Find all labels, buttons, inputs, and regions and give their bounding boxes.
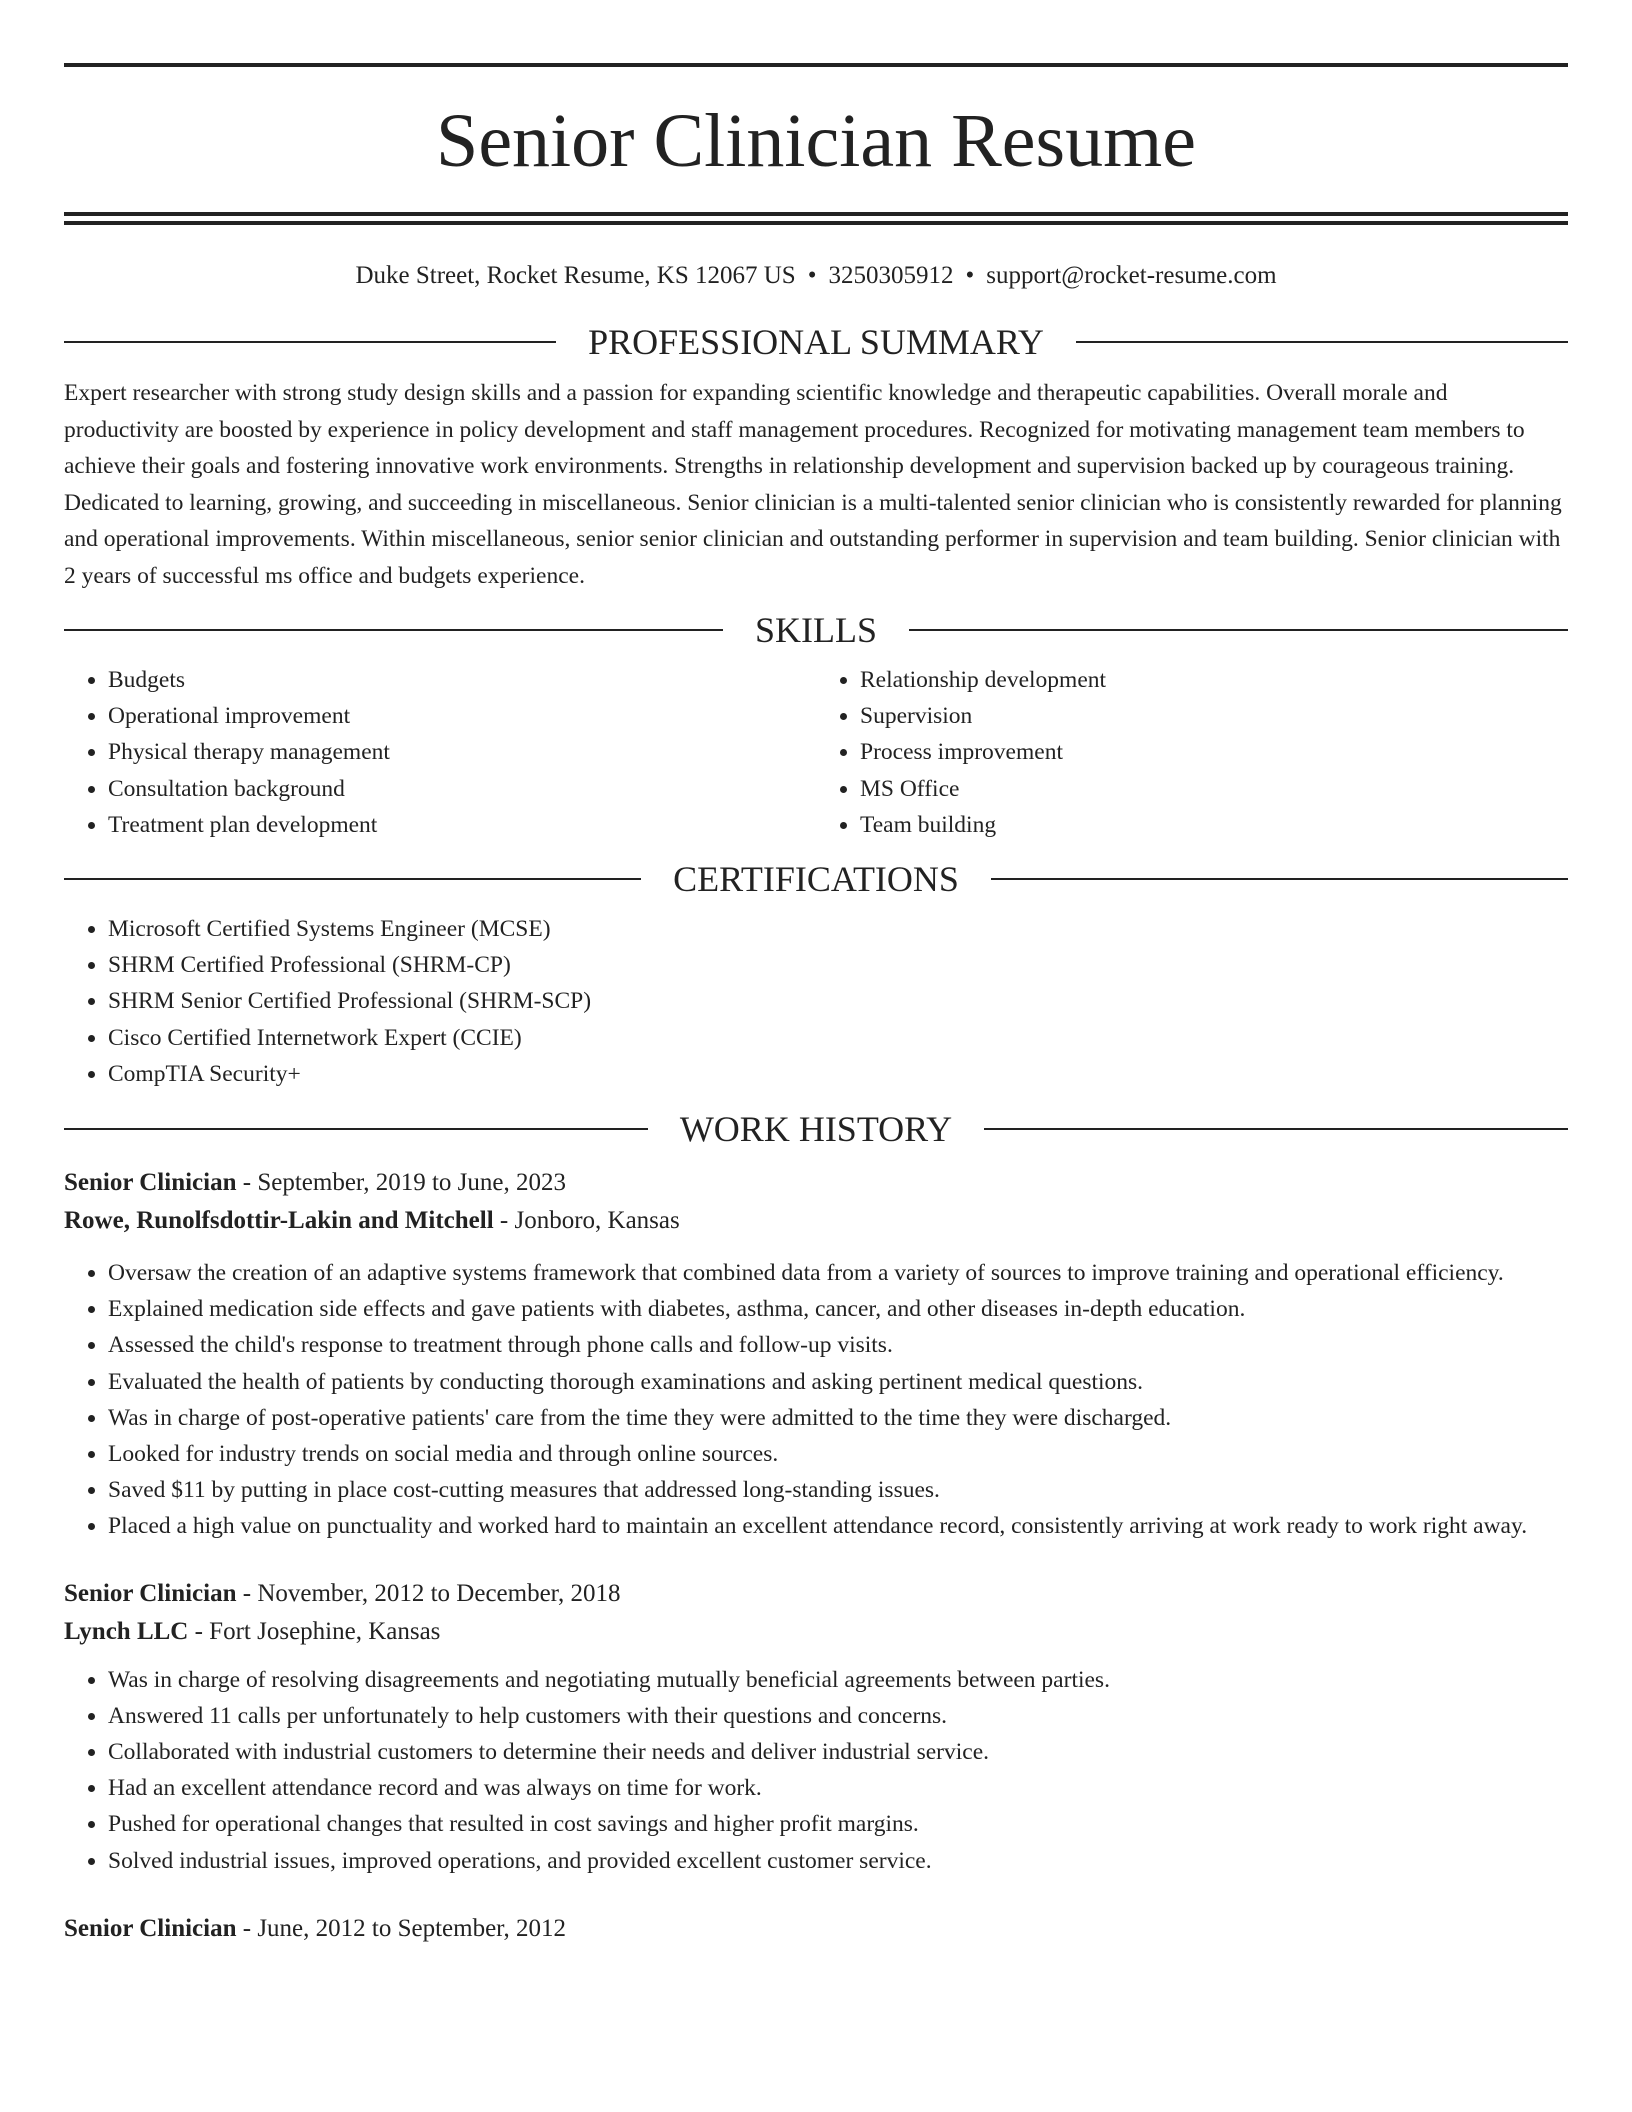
job-duty: • Had an excellent attendance record and was always on time for work. [108, 1770, 1568, 1806]
job-dates: - November, 2012 to December, 2018 [236, 1579, 621, 1607]
job-title-line [64, 1164, 1568, 1202]
job-duty: • Assessed the child's response to treatment through phone calls and follow-up visits. [108, 1327, 1568, 1363]
job-duty: • Looked for industry trends on social media and through online sources. [108, 1436, 1568, 1472]
resume-page [64, 0, 1568, 1948]
job-duty: • Collaborated with industrial customers to determine their needs and deliver industrial service. [108, 1734, 1568, 1770]
job-duty: • Was in charge of post-operative patients' care from the time they were admitted to the time they were discharged. [108, 1400, 1568, 1436]
job-duties-list [64, 1255, 1568, 1545]
skills-column-right [816, 662, 1568, 843]
certification-item: • Microsoft Certified Systems Engineer (MCSE) [108, 911, 1568, 947]
job-duty: • Evaluated the health of patients by conducting thorough examinations and asking pertinent medical questions. [108, 1364, 1568, 1400]
job-company: Lynch LLC [64, 1617, 189, 1645]
job-duties-list [64, 1662, 1568, 1879]
job-title: Senior Clinician [64, 1914, 237, 1942]
job-company-line [64, 1202, 1568, 1240]
job-duty: • Saved $11 by putting in place cost-cutting measures that addressed long-standing issues. [108, 1472, 1568, 1508]
job-title: Senior Clinician [64, 1169, 237, 1197]
certification-item: • SHRM Certified Professional (SHRM-CP) [108, 947, 1568, 983]
skills-heading: SKILLS [755, 610, 878, 650]
certifications-section-heading [64, 857, 1568, 901]
job-duty: • Oversaw the creation of an adaptive systems framework that combined data from a variety of sources to improve training and operational efficiency. [108, 1255, 1568, 1291]
job-duty: • Explained medication side effects and gave patients with diabetes, asthma, cancer, and other diseases in-depth education. [108, 1291, 1568, 1327]
skill-item: • MS Office [860, 771, 1568, 807]
job-duty: • Answered 11 calls per unfortunately to help customers with their questions and concerns. [108, 1698, 1568, 1734]
skill-item: • Treatment plan development [108, 807, 816, 843]
job-entry [64, 1910, 1568, 1948]
summary-section-heading [64, 320, 1568, 364]
work-history-section-heading [64, 1107, 1568, 1151]
skill-item: • Team building [860, 807, 1568, 843]
job-company: Rowe, Runolfsdottir-Lakin and Mitchell [64, 1207, 494, 1235]
contact-separator: • [807, 262, 817, 289]
top-rule [64, 63, 1568, 67]
skill-item: • Operational improvement [108, 698, 816, 734]
skills-column-left [64, 662, 816, 843]
skill-item: • Consultation background [108, 771, 816, 807]
work-history-heading: WORK HISTORY [679, 1109, 953, 1150]
contact-email: support@rocket-resume.com [986, 262, 1277, 289]
certifications-list [64, 911, 1568, 1092]
certification-item: • SHRM Senior Certified Professional (SHRM-SCP) [108, 983, 1568, 1019]
job-duty: • Placed a high value on punctuality and worked hard to maintain an excellent attendance record, consistently arriving at work ready to work right away. [108, 1508, 1568, 1544]
job-duty: • Pushed for operational changes that resulted in cost savings and higher profit margins. [108, 1806, 1568, 1842]
certifications-heading: CERTIFICATIONS [673, 859, 959, 900]
job-entry [64, 1164, 1568, 1545]
job-title: Senior Clinician [64, 1579, 237, 1607]
job-dates: - June, 2012 to September, 2012 [236, 1914, 567, 1942]
summary-heading: PROFESSIONAL SUMMARY [588, 322, 1044, 362]
contact-address: Duke Street, Rocket Resume, KS 12067 US [355, 262, 796, 289]
job-location: - Jonboro, Kansas [493, 1207, 680, 1235]
contact-line [64, 259, 1568, 293]
job-title-line [64, 1910, 1568, 1948]
skill-item: • Supervision [860, 698, 1568, 734]
job-location: - Fort Josephine, Kansas [188, 1617, 441, 1645]
contact-separator: • [965, 262, 975, 289]
skills-section-heading [64, 608, 1568, 652]
job-duty: • Was in charge of resolving disagreements and negotiating mutually beneficial agreements between parties. [108, 1662, 1568, 1698]
skills-list [64, 662, 1568, 843]
job-company-line [64, 1613, 1568, 1651]
title-double-rule [64, 212, 1568, 225]
summary-text: Expert researcher with strong study design skills and a passion for expanding scientific knowledge and therapeutic capabilities. Overall morale and productivity are boosted by experience in policy development and staff management procedures. Recognized for motivating management team members to achieve their goals and fostering innovative work environments. Strengths in relationship development and supervision backed up by courageous training. Dedicated to learning, growing, and succeeding in miscellaneous. Senior clinician is a multi-talented senior clinician who is consistently rewarded for planning and operational improvements. Within miscellaneous, senior senior clinician and outstanding performer in supervision and team building. Senior clinician with 2 years of successful ms office and budgets experience. [64, 380, 1562, 589]
certification-item: • CompTIA Security+ [108, 1056, 1568, 1092]
job-dates: - September, 2019 to June, 2023 [236, 1169, 567, 1197]
skill-item: • Process improvement [860, 734, 1568, 770]
job-title-line [64, 1575, 1568, 1613]
skill-item: • Relationship development [860, 662, 1568, 698]
skill-item: • Budgets [108, 662, 816, 698]
skill-item: • Physical therapy management [108, 734, 816, 770]
job-duty: • Solved industrial issues, improved operations, and provided excellent customer service. [108, 1843, 1568, 1879]
resume-title: Senior Clinician Resume [436, 99, 1196, 183]
job-entry [64, 1575, 1568, 1879]
certification-item: • Cisco Certified Internetwork Expert (CCIE) [108, 1020, 1568, 1056]
contact-phone: 3250305912 [828, 262, 954, 289]
